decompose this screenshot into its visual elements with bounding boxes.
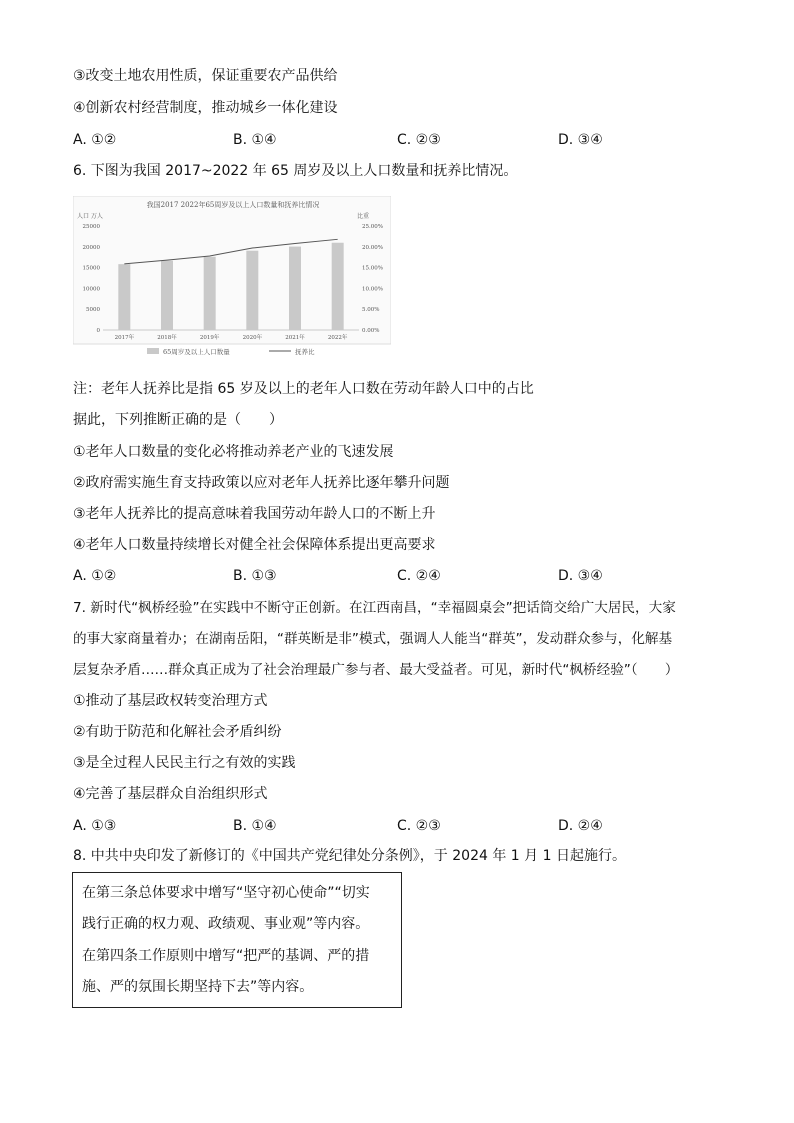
chart-ylabel-right: 比重 <box>357 213 370 220</box>
y-tick-left: 20000 <box>82 244 100 251</box>
legend-population: 65周岁及以上人口数量 <box>163 348 230 356</box>
chart-ylabel-left: 人口 万人 <box>77 213 103 220</box>
y-tick-right: 20.00% <box>362 244 383 251</box>
q8-box-line-1: 在第三条总体要求中增写“坚守初心使命”“切实 <box>82 885 370 901</box>
y-tick-left: 10000 <box>82 286 100 293</box>
y-tick-right: 15.00% <box>362 265 383 272</box>
y-tick-left: 5000 <box>86 307 100 314</box>
q5-option-d: D. ③④ <box>558 132 603 148</box>
x-tick-label: 2018年 <box>157 335 177 341</box>
y-tick-right: 25.00% <box>362 224 383 230</box>
q6-option-c: C. ②④ <box>397 568 441 584</box>
q7-option-b: B. ①④ <box>233 818 277 834</box>
q7-item-4: ④完善了基层群众自治组织形式 <box>73 786 268 802</box>
q6-option-d: D. ③④ <box>558 568 603 584</box>
q6-item-4: ④老年人口数量持续增长对健全社会保障体系提出更高要求 <box>73 537 436 553</box>
q6-item-2: ②政府需实施生育支持政策以应对老年人抚养比逐年攀升问题 <box>73 475 450 491</box>
q5-item-3: ③改变土地农用性质，保证重要农产品供给 <box>73 68 338 84</box>
population-bar <box>204 257 216 330</box>
x-tick-label: 2021年 <box>285 335 305 341</box>
q6-question: 据此，下列推断正确的是（ ） <box>73 412 283 428</box>
y-tick-left: 25000 <box>82 224 100 230</box>
q7-stem-line-1: 7. 新时代“枫桥经验”在实践中不断守正创新。在江西南昌，“幸福圆桌会”把话筒交给广大居民，大家 <box>73 600 676 616</box>
y-tick-right: 5.00% <box>362 307 380 314</box>
x-tick-label: 2017年 <box>114 335 135 341</box>
q6-item-1: ①老年人口数量的变化必将推动养老产业的飞速发展 <box>73 444 394 460</box>
x-tick-label: 2022年 <box>327 335 348 341</box>
q5-option-c: C. ②③ <box>397 132 441 148</box>
y-tick-right: 10.00% <box>362 286 383 293</box>
q7-item-1: ①推动了基层政权转变治理方式 <box>73 693 268 709</box>
q8-box-line-2: 践行正确的权力观、政绩观、事业观”等内容。 <box>82 916 370 932</box>
population-bar <box>161 261 173 330</box>
q6-option-b: B. ①③ <box>233 568 277 584</box>
chart-title: 我国2017 2022年65周岁及以上人口数量和抚养比情况 <box>146 201 320 209</box>
q7-item-3: ③是全过程人民民主行之有效的实践 <box>73 755 296 771</box>
q6-option-a: A. ①② <box>73 568 117 584</box>
population-bar <box>332 243 344 330</box>
q8-stem: 8. 中共中央印发了新修订的《中国共产党纪律处分条例》，于 2024 年 1 月 1 日起施行。 <box>73 848 626 864</box>
y-tick-left: 0 <box>96 328 100 334</box>
y-tick-left: 15000 <box>82 265 100 272</box>
population-chart <box>73 196 391 364</box>
q7-option-d: D. ②④ <box>558 818 603 834</box>
q8-material-box <box>72 872 402 1008</box>
q7-option-c: C. ②③ <box>397 818 441 834</box>
legend-ratio: 抚养比 <box>295 348 315 356</box>
q8-box-line-4: 施、严的氛围长期坚持下去”等内容。 <box>82 979 314 995</box>
q5-option-b: B. ①④ <box>233 132 277 148</box>
legend-bar-swatch <box>147 348 159 354</box>
q7-item-2: ②有助于防范和化解社会矛盾纠纷 <box>73 724 282 740</box>
q6-stem: 6. 下图为我国 2017~2022 年 65 周岁及以上人口数量和抚养比情况。 <box>73 163 518 179</box>
q7-stem-line-2: 的事大家商量着办；在湖南岳阳，“群英断是非”模式，强调人人能当“群英”，发动群众参与，化解基 <box>73 631 673 647</box>
q6-item-3: ③老年人抚养比的提高意味着我国劳动年龄人口的不断上升 <box>73 506 436 522</box>
q7-stem-line-3: 层复杂矛盾……群众真正成为了社会治理最广参与者、最大受益者。可见，新时代“枫桥经验”（ ） <box>73 662 679 678</box>
y-tick-right: 0.00% <box>362 328 380 334</box>
q6-note: 注：老年人抚养比是指 65 岁及以上的老年人口数在劳动年龄人口中的占比 <box>73 381 534 397</box>
q8-box-line-3: 在第四条工作原则中增写“把严的基调、严的措 <box>82 948 370 964</box>
population-bar <box>246 251 258 330</box>
population-bar <box>118 264 130 330</box>
q5-option-a: A. ①② <box>73 132 117 148</box>
population-bar <box>289 247 301 330</box>
x-tick-label: 2020年 <box>242 335 263 341</box>
x-tick-label: 2019年 <box>199 335 220 341</box>
q7-option-a: A. ①③ <box>73 818 117 834</box>
q5-item-4: ④创新农村经营制度，推动城乡一体化建设 <box>73 100 338 116</box>
